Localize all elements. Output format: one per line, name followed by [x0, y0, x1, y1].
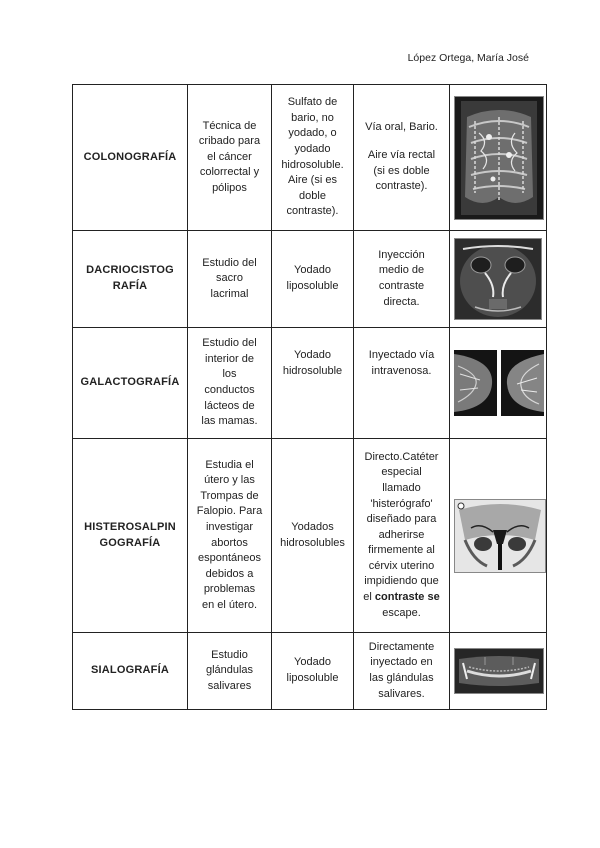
administration-route: Vía oral, Bario. Aire vía rectal (si es doble contraste). [354, 85, 450, 231]
study-name: GALACTOGRAFÍA [73, 328, 188, 439]
xray-image-cell [450, 633, 547, 710]
colonography-xray-image [454, 96, 544, 220]
study-purpose: Estudio del sacro lacrimal [188, 231, 272, 328]
administration-route: Inyección medio de contraste directa. [354, 231, 450, 328]
contrast-medium: Yodado liposoluble [272, 633, 354, 710]
table-row [73, 633, 547, 710]
table-row [73, 231, 547, 328]
contrast-medium: Yodado hidrosoluble [272, 328, 354, 439]
study-purpose: Estudio del interior de los conductos lácteos de las mamas. [188, 328, 272, 439]
sialography-xray-image [454, 648, 544, 694]
contrast-medium: Yodado liposoluble [272, 231, 354, 328]
xray-image-cell [450, 328, 547, 439]
contrast-medium: Yodados hidrosolubles [272, 439, 354, 633]
study-purpose: Técnica de cribado para el cáncer colorrectal y pólipos [188, 85, 272, 231]
study-name: SIALOGRAFÍA [73, 633, 188, 710]
table-row [73, 85, 547, 231]
table-row [73, 328, 547, 439]
contrast-medium: Sulfato de bario, no yodado, o yodado hidrosoluble. Aire (si es doble contraste). [272, 85, 354, 231]
galactography-xray-image [454, 350, 544, 416]
study-name: HISTEROSALPIN GOGRAFÍA [73, 439, 188, 633]
dacryocystography-xray-image [454, 238, 542, 320]
contrast-studies-table [72, 84, 547, 710]
study-name: DACRIOCISTOG RAFÍA [73, 231, 188, 328]
xray-image-cell [450, 439, 547, 633]
administration-route: Directamente inyectado en las glándulas salivares. [354, 633, 450, 710]
administration-route: Inyectado vía intravenosa. [354, 328, 450, 439]
study-purpose: Estudia el útero y las Trompas de Falopio. Para investigar abortos espontáneos debidos a problemas en el útero. [188, 439, 272, 633]
author-name: López Ortega, María José [407, 52, 529, 64]
xray-image-cell [450, 231, 547, 328]
xray-image-cell [450, 85, 547, 231]
table-row [73, 439, 547, 633]
study-name: COLONOGRAFÍA [73, 85, 188, 231]
hysterosalpingography-xray-image [454, 499, 546, 573]
administration-route: Directo.Catéter especial llamado 'histerógrafo' diseñado para adherirse firmemente al cérvix uterino impidiendo que el contraste se escape. [354, 439, 450, 633]
study-purpose: Estudio glándulas salivares [188, 633, 272, 710]
